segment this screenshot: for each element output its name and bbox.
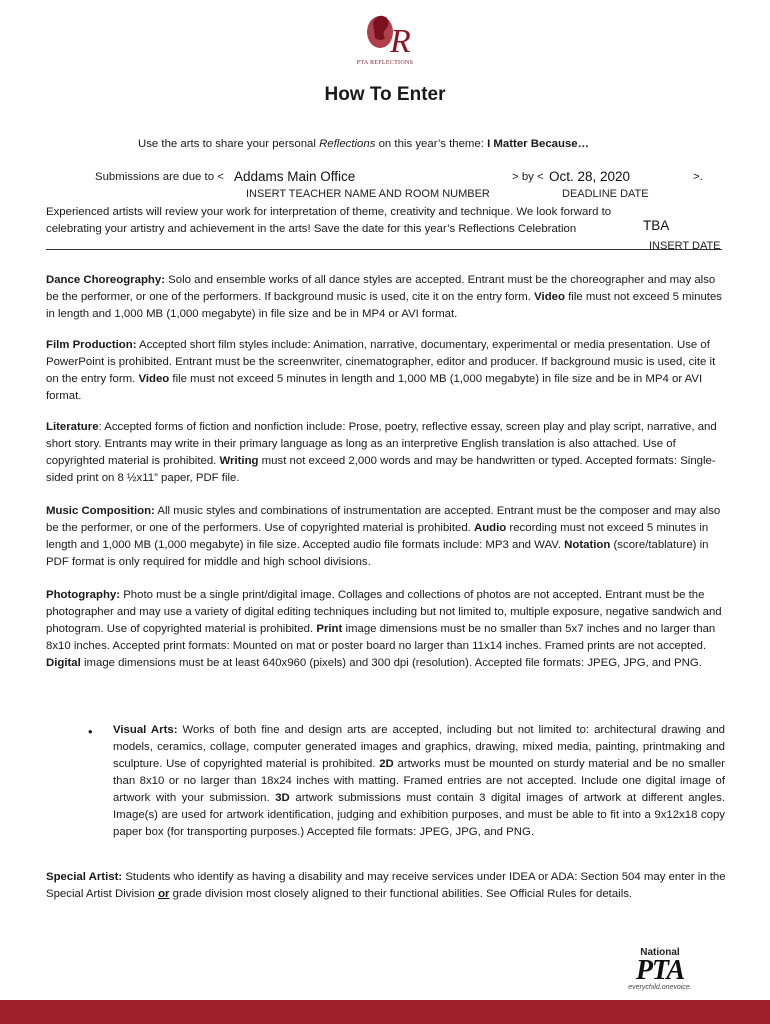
- film-video-bold: Video: [138, 373, 170, 385]
- intro-italic: Reflections: [319, 138, 376, 150]
- insert-date-label: INSERT DATE: [649, 240, 721, 252]
- music-paragraph: [46, 503, 726, 571]
- pta-national-label: National: [640, 947, 680, 958]
- national-pta-logo: [620, 948, 700, 994]
- deadline-date-field[interactable]: Oct. 28, 2020: [549, 169, 631, 184]
- film-heading: Film Production:: [46, 339, 137, 351]
- film-paragraph: [46, 337, 726, 405]
- visual-arts-paragraph: [113, 722, 725, 841]
- music-text-3: (score/tablature) in PDF format is only required for middle and high school divisions.: [46, 539, 709, 568]
- special-or-bold: or: [158, 888, 170, 900]
- photography-text-3: image dimensions must be at least 640x960 (pixels) and 300 dpi (resolution). Accepted file formats: JPEG, JPG, and PNG.: [80, 657, 702, 669]
- special-heading: Special Artist:: [46, 871, 123, 883]
- film-text: Accepted short film styles include: Animation, narrative, documentary, experimental or media presentation. Use of PowerPoint is prohibited. Entrant must be the screenwriter, cinematographer, editor and producer. If background music is used, cite it on the entry form.: [46, 339, 716, 385]
- music-heading: Music Composition:: [46, 505, 155, 517]
- dance-heading: Dance Choreography:: [46, 274, 165, 286]
- literature-heading: Literature: [46, 421, 99, 433]
- experienced-line-2: celebrating your artistry and achievement in the arts! Save the date for this year’s Reflections Celebration: [46, 223, 577, 235]
- literature-paragraph: [46, 419, 726, 487]
- bullet-icon: •: [88, 724, 93, 739]
- music-text: All music styles and combinations of instrumentation are accepted. Entrant must be the composer and may also be the performer, or one of the performers. Use of copyrighted material is prohibited.: [46, 505, 721, 534]
- photography-digital-bold: Digital: [46, 657, 81, 669]
- photography-text-2: image dimensions must be no smaller than 5x7 inches and no larger than 8x10 inches. Accepted print formats: Mounted on mat or poster board no larger than 11x14 inches. Framed prints are not accepted.: [46, 623, 716, 652]
- visual-text-2: artworks must be mounted on sturdy material and be no smaller than 8x10 or no larger than 18x24 inches with matting. Framed entries are not accepted. Include one digital image of artwork with your submission.: [113, 758, 725, 804]
- intro-text-mid: on this year’s theme:: [375, 138, 488, 150]
- literature-writing-bold: Writing: [219, 455, 259, 467]
- special-artist-paragraph: [46, 869, 726, 903]
- music-notation-bold: Notation: [564, 539, 611, 551]
- celebration-date-field[interactable]: TBA: [643, 218, 670, 233]
- special-text-2: grade division most closely aligned to their functional abilities. See Official Rules for details.: [169, 888, 633, 900]
- svg-text:R: R: [390, 23, 411, 60]
- visual-text-3: artwork submissions must contain 3 digital images of artwork at different angles. Image(s) are used for artwork identification, judging and exhibition purposes, and must be able to fit into a 9x12x18 copy paper box (for transporting purposes.) Accepted file formats: JPEG, JPG, and PNG.: [113, 792, 725, 838]
- logo-caption: PTA REFLECTIONS: [356, 60, 414, 66]
- special-text: Students who identify as having a disability and may receive services under IDEA or ADA: Section 504 may enter in the Special Artist Division: [46, 871, 726, 900]
- photography-paragraph: [46, 587, 726, 672]
- visual-3d-bold: 3D: [275, 792, 290, 804]
- music-audio-bold: Audio: [474, 522, 507, 534]
- film-text-2: file must not exceed 5 minutes in length and 1,000 MB (1,000 megabyte) in file size and be in MP4 or AVI format.: [46, 373, 703, 402]
- visual-2d-bold: 2D: [379, 758, 394, 770]
- pta-mark: PTA: [635, 955, 685, 986]
- teacher-name-label: INSERT TEACHER NAME AND ROOM NUMBER: [246, 188, 490, 200]
- teacher-name-field[interactable]: Addams Main Office: [234, 169, 356, 184]
- photography-text: Photo must be a single print/digital image. Collages and collections of photos are not accepted. Entrant must be the photographer and may use a variety of digital editing techniques including but not limited to, multiple exposure, negative sandwich and photogram. Use of copyrighted material is prohibited.: [46, 589, 722, 635]
- submission-end: >.: [693, 171, 703, 183]
- dance-text-2: file must not exceed 5 minutes in length and 1,000 MB (1,000 megabyte) in file size and be in MP4 or AVI format.: [46, 291, 722, 320]
- literature-text-2: must not exceed 2,000 words and may be handwritten or typed. Accepted formats: Single-sided print on 8 ½x11” paper, PDF file.: [46, 455, 716, 484]
- deadline-date-label: DEADLINE DATE: [562, 188, 649, 200]
- page-title: How To Enter: [324, 84, 446, 105]
- pta-tagline: everychild.onevoice.: [628, 984, 692, 991]
- footer-bar: [0, 1000, 770, 1024]
- experienced-line-1: Experienced artists will review your work for interpretation of theme, creativity and technique. We look forward to: [46, 206, 612, 218]
- dance-video-bold: Video: [534, 291, 565, 303]
- intro-line: [138, 136, 589, 153]
- dance-text: Solo and ensemble works of all dance styles are accepted. Entrant must be the choreographer and may also be the performer, or one of the performers. If background music is used, cite it on the entry form.: [46, 274, 716, 303]
- signature-rule: [46, 249, 722, 250]
- music-text-2: recording must not exceed 5 minutes in length and 1,000 MB (1,000 megabyte) in file size. Accepted audio file formats include: MP3 and WAV.: [46, 522, 709, 551]
- reflections-logo-icon: [340, 8, 430, 62]
- photography-heading: Photography:: [46, 589, 121, 601]
- submission-by: > by <: [512, 171, 544, 183]
- submission-prefix: Submissions are due to <: [95, 171, 224, 183]
- visual-text: Works of both fine and design arts are accepted, including but not limited to: architectural drawing and models, ceramics, collage, computer generated images and graphics, drawing, mixed media, painting, printmaking and sculpture. Use of copyrighted material is prohibited.: [113, 724, 725, 770]
- theme-text: I Matter Because…: [487, 138, 590, 150]
- intro-text: Use the arts to share your personal: [138, 138, 320, 150]
- visual-heading: Visual Arts:: [113, 724, 178, 736]
- photography-print-bold: Print: [316, 623, 343, 635]
- literature-text: : Accepted forms of fiction and nonfiction include: Prose, poetry, reflective essay, screen play and play script, narrative, and short story. Entrants may write in their primary language as long as an interpretive English translation is also attached. Use of copyrighted material is prohibited.: [46, 421, 717, 467]
- dance-paragraph: [46, 272, 726, 323]
- pta-reflections-logo: [340, 8, 430, 66]
